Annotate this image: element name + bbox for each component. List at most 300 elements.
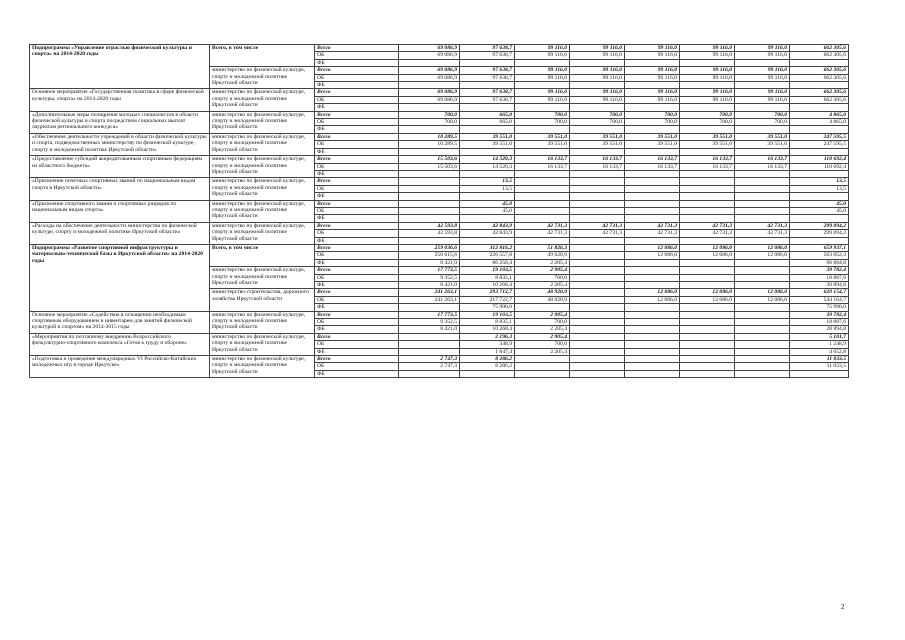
source-cell: ОБ	[315, 119, 399, 126]
value-cell	[570, 59, 625, 66]
value-cell: 99 116,0	[680, 96, 735, 103]
value-cell	[515, 363, 570, 370]
value-cell	[735, 259, 790, 266]
executor-cell: министерство по физической культуре, спорту и молодежной политике Иркутской области	[210, 111, 315, 133]
source-cell: Всего	[315, 156, 399, 163]
value-cell: 99 116,0	[680, 74, 735, 81]
source-cell: ФБ	[315, 126, 399, 133]
program-name-cell: «Присвоение почетных спортивных званий по национальным видам спорта в Иркутской области»	[30, 178, 210, 200]
value-cell: 48 920,9	[515, 289, 570, 296]
total-value-cell: 662 305,6	[790, 52, 849, 59]
value-cell	[399, 104, 460, 111]
value-cell: 45,0	[460, 200, 515, 207]
value-cell	[399, 304, 460, 311]
value-cell	[515, 193, 570, 200]
value-cell	[680, 237, 735, 244]
table-row	[30, 45, 849, 52]
source-cell: Всего	[315, 178, 399, 185]
table-row	[30, 133, 849, 140]
value-cell: 97 638,7	[460, 89, 515, 96]
value-cell	[570, 348, 625, 355]
value-cell	[625, 207, 680, 214]
value-cell	[735, 333, 790, 340]
value-cell: 39 551,0	[570, 141, 625, 148]
value-cell	[625, 311, 680, 318]
value-cell	[680, 59, 735, 66]
table-row	[30, 156, 849, 163]
value-cell: 99 116,0	[680, 45, 735, 52]
value-cell: 42 593,8	[399, 230, 460, 237]
value-cell: 665,0	[460, 111, 515, 118]
value-cell: 16 133,7	[515, 156, 570, 163]
budget-table-body	[30, 45, 849, 378]
value-cell	[460, 170, 515, 177]
value-cell	[625, 215, 680, 222]
value-cell: 48 920,9	[515, 296, 570, 303]
value-cell: 12 086,0	[735, 296, 790, 303]
executor-cell: министерство по физической культуре, спорту и молодежной политике Иркутской области	[210, 311, 315, 333]
value-cell	[515, 170, 570, 177]
total-value-cell: 110 692,4	[790, 156, 849, 163]
value-cell: 42 731,3	[680, 222, 735, 229]
value-cell	[570, 289, 625, 296]
value-cell: 2 747,3	[399, 363, 460, 370]
value-cell: 39 551,0	[515, 141, 570, 148]
value-cell: 12 086,0	[625, 296, 680, 303]
value-cell	[515, 356, 570, 363]
table-row	[30, 178, 849, 185]
value-cell	[680, 267, 735, 274]
value-cell: 39 551,0	[460, 133, 515, 140]
value-cell	[570, 82, 625, 89]
value-cell	[735, 267, 790, 274]
value-cell	[460, 82, 515, 89]
value-cell: 13,5	[460, 185, 515, 192]
value-cell: 97 638,7	[460, 74, 515, 81]
value-cell: 69 086,9	[399, 52, 460, 59]
table-row	[30, 89, 849, 96]
value-cell	[570, 341, 625, 348]
value-cell	[625, 237, 680, 244]
value-cell: 10 268,4	[460, 282, 515, 289]
value-cell	[625, 148, 680, 155]
value-cell: 99 116,0	[680, 52, 735, 59]
value-cell	[680, 104, 735, 111]
value-cell	[570, 207, 625, 214]
total-value-cell	[790, 215, 849, 222]
value-cell	[680, 193, 735, 200]
value-cell: 9 352,5	[399, 319, 460, 326]
value-cell	[735, 363, 790, 370]
value-cell: 99 116,0	[515, 67, 570, 74]
value-cell: 69 086,9	[399, 96, 460, 103]
value-cell: 348,9	[460, 341, 515, 348]
table-row	[30, 222, 849, 229]
total-value-cell: 20 894,8	[790, 326, 849, 333]
total-value-cell	[790, 370, 849, 377]
value-cell	[735, 370, 790, 377]
value-cell	[625, 170, 680, 177]
value-cell: 12 086,0	[625, 252, 680, 259]
value-cell	[680, 259, 735, 266]
total-value-cell: 13,5	[790, 178, 849, 185]
value-cell	[625, 193, 680, 200]
value-cell	[460, 59, 515, 66]
total-value-cell: 620 154,7	[790, 289, 849, 296]
program-name-cell: «Обеспечение деятельности учреждений в области физической культуры и спорта, подведомственных министерству по физической культуре, спорту и молодежной политике Иркутской области»	[30, 133, 210, 155]
value-cell	[570, 326, 625, 333]
total-value-cell: 11 033,5	[790, 363, 849, 370]
value-cell: 700,0	[399, 119, 460, 126]
value-cell	[680, 356, 735, 363]
value-cell	[625, 333, 680, 340]
value-cell	[515, 104, 570, 111]
value-cell	[399, 237, 460, 244]
value-cell	[735, 356, 790, 363]
value-cell	[399, 185, 460, 192]
value-cell	[625, 178, 680, 185]
source-cell: ОБ	[315, 141, 399, 148]
value-cell	[735, 282, 790, 289]
source-cell: ОБ	[315, 74, 399, 81]
source-cell: ОБ	[315, 96, 399, 103]
value-cell: 14 520,3	[460, 163, 515, 170]
program-name-cell: Основное мероприятие «Содействие в оснащении необходимым спортивным оборудованием и инвентарем для занятий физической культурой и спортом» на 2014-2015 годы	[30, 311, 210, 333]
executor-cell: министерство по физической культуре, спорту и молодежной политике Иркутской области	[210, 267, 315, 289]
value-cell	[460, 126, 515, 133]
value-cell: 99 116,0	[515, 89, 570, 96]
value-cell	[515, 215, 570, 222]
value-cell	[735, 319, 790, 326]
value-cell: 700,0	[625, 119, 680, 126]
value-cell	[570, 274, 625, 281]
source-cell: Всего	[315, 67, 399, 74]
value-cell	[735, 311, 790, 318]
value-cell	[399, 59, 460, 66]
value-cell	[735, 348, 790, 355]
value-cell: 2 905,4	[515, 311, 570, 318]
total-value-cell: 299 094,2	[790, 230, 849, 237]
executor-cell: министерство по физической культуре, спорту и молодежной политике Иркутской области	[210, 200, 315, 222]
source-cell: ОБ	[315, 207, 399, 214]
value-cell	[735, 200, 790, 207]
program-name-cell: «Дополнительные меры поощрения молодых специалистов в области физической культуры и спорта посредством социальных выплат лауреатам регионального конкурса»	[30, 111, 210, 133]
value-cell: 312 816,2	[460, 244, 515, 251]
source-cell: ФБ	[315, 326, 399, 333]
value-cell: 99 116,0	[570, 52, 625, 59]
value-cell	[625, 319, 680, 326]
source-cell: ФБ	[315, 193, 399, 200]
executor-cell: министерство по физической культуре, спорту и молодежной политике Иркутской области	[210, 178, 315, 200]
table-row	[30, 356, 849, 363]
total-value-cell: 39 782,4	[790, 267, 849, 274]
total-value-cell: 659 937,1	[790, 244, 849, 251]
value-cell	[399, 200, 460, 207]
page-number: 2	[841, 603, 845, 611]
value-cell	[680, 274, 735, 281]
value-cell	[625, 348, 680, 355]
value-cell	[515, 148, 570, 155]
source-cell: ОБ	[315, 52, 399, 59]
total-value-cell	[790, 82, 849, 89]
value-cell: 16 133,7	[735, 163, 790, 170]
program-name-cell: Подпрограмма «Развитие спортивной инфраструктуры и материально-технической базы в Иркутской области» на 2014-2020 годы	[30, 244, 210, 311]
source-cell: ФБ	[315, 370, 399, 377]
value-cell: 42 843,9	[460, 230, 515, 237]
total-value-cell: 662 305,6	[790, 96, 849, 103]
value-cell: 217 722,7	[460, 296, 515, 303]
value-cell: 42 731,3	[680, 230, 735, 237]
value-cell	[570, 333, 625, 340]
value-cell: 19 103,5	[460, 311, 515, 318]
value-cell: 42 731,3	[625, 222, 680, 229]
value-cell	[735, 59, 790, 66]
table-row	[30, 200, 849, 207]
executor-cell: министерство по физической культуре, спорту и молодежной политике Иркутской области	[210, 67, 315, 89]
total-value-cell: 75 990,0	[790, 304, 849, 311]
value-cell	[570, 319, 625, 326]
value-cell: 700,0	[515, 274, 570, 281]
value-cell	[680, 304, 735, 311]
value-cell	[625, 363, 680, 370]
program-name-cell: «Подготовка и проведение международных VI Российско-Китайских молодежных игр в городе Иркутске»	[30, 356, 210, 378]
value-cell: 700,0	[515, 341, 570, 348]
value-cell	[735, 178, 790, 185]
value-cell: 99 116,0	[625, 45, 680, 52]
value-cell	[570, 304, 625, 311]
value-cell: 42 731,3	[515, 222, 570, 229]
value-cell	[570, 244, 625, 251]
value-cell: 97 638,7	[460, 45, 515, 52]
value-cell: 69 086,9	[399, 45, 460, 52]
value-cell: 12 086,0	[680, 296, 735, 303]
value-cell	[515, 185, 570, 192]
value-cell	[680, 207, 735, 214]
value-cell	[735, 82, 790, 89]
value-cell: 42 731,3	[625, 230, 680, 237]
value-cell	[515, 370, 570, 377]
value-cell: 86 258,4	[460, 259, 515, 266]
value-cell: 16 133,7	[625, 163, 680, 170]
program-name-cell: «Мероприятия по поэтапному внедрению Всероссийского физкультурно-спортивного комплекса «Готов к труду и обороне»	[30, 333, 210, 355]
value-cell: 69 086,9	[399, 67, 460, 74]
value-cell: 241 263,1	[399, 296, 460, 303]
budget-table	[29, 44, 849, 378]
value-cell: 12 086,0	[735, 252, 790, 259]
value-cell: 8 835,1	[460, 319, 515, 326]
value-cell	[625, 259, 680, 266]
total-value-cell: 20 894,8	[790, 282, 849, 289]
value-cell	[680, 126, 735, 133]
value-cell	[680, 170, 735, 177]
value-cell	[680, 341, 735, 348]
value-cell	[735, 237, 790, 244]
value-cell: 99 116,0	[735, 52, 790, 59]
source-cell: Всего	[315, 244, 399, 251]
value-cell	[570, 259, 625, 266]
total-value-cell: 39 782,4	[790, 311, 849, 318]
value-cell: 2 205,4	[515, 282, 570, 289]
value-cell	[399, 207, 460, 214]
value-cell: 69 086,9	[399, 74, 460, 81]
value-cell	[625, 326, 680, 333]
value-cell	[680, 333, 735, 340]
value-cell	[460, 104, 515, 111]
executor-cell: Всего, в том числе	[210, 45, 315, 67]
value-cell	[735, 341, 790, 348]
value-cell	[515, 304, 570, 311]
value-cell	[625, 82, 680, 89]
value-cell: 226 557,8	[460, 252, 515, 259]
value-cell: 42 731,3	[570, 230, 625, 237]
value-cell	[570, 237, 625, 244]
value-cell	[625, 282, 680, 289]
total-value-cell: 96 884,8	[790, 259, 849, 266]
value-cell: 42 731,3	[735, 230, 790, 237]
source-cell: ФБ	[315, 259, 399, 266]
value-cell: 700,0	[515, 319, 570, 326]
value-cell: 99 116,0	[735, 67, 790, 74]
value-cell	[625, 304, 680, 311]
value-cell	[735, 326, 790, 333]
source-cell: Всего	[315, 200, 399, 207]
source-cell: ФБ	[315, 282, 399, 289]
source-cell: ОБ	[315, 252, 399, 259]
source-cell: ОБ	[315, 319, 399, 326]
value-cell	[680, 82, 735, 89]
value-cell: 39 551,0	[735, 133, 790, 140]
value-cell: 99 116,0	[570, 45, 625, 52]
source-cell: Всего	[315, 267, 399, 274]
executor-cell: министерство строительства, дорожного хозяйства Иркутской области	[210, 289, 315, 311]
value-cell: 8 286,2	[460, 363, 515, 370]
value-cell	[399, 148, 460, 155]
value-cell	[570, 170, 625, 177]
value-cell	[735, 148, 790, 155]
total-value-cell: 662 305,6	[790, 74, 849, 81]
value-cell: 241 263,1	[399, 289, 460, 296]
table-row	[30, 244, 849, 251]
total-value-cell: 544 164,7	[790, 296, 849, 303]
value-cell: 12 086,0	[735, 244, 790, 251]
source-cell: ОБ	[315, 185, 399, 192]
value-cell: 45,0	[460, 207, 515, 214]
value-cell: 700,0	[680, 111, 735, 118]
value-cell	[735, 193, 790, 200]
value-cell	[625, 267, 680, 274]
value-cell	[570, 370, 625, 377]
executor-cell: министерство по физической культуре, спорту и молодежной политике Иркутской области	[210, 356, 315, 378]
value-cell	[680, 178, 735, 185]
value-cell	[570, 363, 625, 370]
value-cell: 700,0	[399, 111, 460, 118]
value-cell	[735, 274, 790, 281]
total-value-cell: 662 305,6	[790, 89, 849, 96]
value-cell: 700,0	[680, 119, 735, 126]
value-cell: 39 551,0	[570, 133, 625, 140]
value-cell	[570, 104, 625, 111]
value-cell	[570, 126, 625, 133]
value-cell: 12 086,0	[680, 252, 735, 259]
value-cell: 99 116,0	[625, 52, 680, 59]
total-value-cell: 18 887,6	[790, 319, 849, 326]
value-cell	[680, 185, 735, 192]
total-value-cell: 45,0	[790, 200, 849, 207]
value-cell	[680, 215, 735, 222]
source-cell: ФБ	[315, 59, 399, 66]
program-name-cell: Основное мероприятие «Государственная политика в сфере физической культуры, спорта» на 2014-2020 годы	[30, 89, 210, 111]
source-cell: Всего	[315, 289, 399, 296]
source-cell: ФБ	[315, 170, 399, 177]
value-cell	[735, 207, 790, 214]
value-cell: 13,5	[460, 178, 515, 185]
total-value-cell	[790, 104, 849, 111]
value-cell	[625, 185, 680, 192]
source-cell: Всего	[315, 222, 399, 229]
value-cell: 15 503,6	[399, 156, 460, 163]
value-cell: 39 551,0	[515, 133, 570, 140]
value-cell: 99 116,0	[735, 89, 790, 96]
value-cell: 97 638,7	[460, 96, 515, 103]
value-cell	[735, 215, 790, 222]
value-cell: 2 905,4	[515, 333, 570, 340]
value-cell	[680, 326, 735, 333]
value-cell: 700,0	[570, 111, 625, 118]
value-cell: 69 086,9	[399, 89, 460, 96]
total-value-cell: 110 692,4	[790, 163, 849, 170]
total-value-cell	[790, 170, 849, 177]
value-cell	[680, 348, 735, 355]
total-value-cell: 18 887,6	[790, 274, 849, 281]
total-value-cell: 247 595,5	[790, 133, 849, 140]
source-cell: ФБ	[315, 348, 399, 355]
value-cell: 700,0	[515, 111, 570, 118]
total-value-cell: 662 305,6	[790, 45, 849, 52]
value-cell	[680, 148, 735, 155]
value-cell: 10 268,4	[460, 326, 515, 333]
value-cell: 99 116,0	[515, 96, 570, 103]
value-cell	[625, 200, 680, 207]
value-cell	[515, 82, 570, 89]
value-cell: 51 826,3	[515, 244, 570, 251]
value-cell	[399, 126, 460, 133]
source-cell: ОБ	[315, 274, 399, 281]
value-cell: 2 205,4	[515, 259, 570, 266]
source-cell: Всего	[315, 45, 399, 52]
value-cell	[460, 193, 515, 200]
executor-cell: министерство по физической культуре, спорту и молодежной политике Иркутской области	[210, 133, 315, 155]
value-cell: 99 116,0	[515, 45, 570, 52]
value-cell: 39 551,0	[735, 141, 790, 148]
value-cell: 700,0	[570, 119, 625, 126]
value-cell	[735, 104, 790, 111]
value-cell: 99 116,0	[570, 96, 625, 103]
executor-cell: министерство по физической культуре, спорту и молодежной политике Иркутской области	[210, 156, 315, 178]
value-cell: 39 551,0	[460, 141, 515, 148]
total-value-cell: 5 101,7	[790, 333, 849, 340]
table-row	[30, 311, 849, 318]
value-cell: 1 847,4	[460, 348, 515, 355]
value-cell: 8 286,2	[460, 356, 515, 363]
value-cell	[570, 178, 625, 185]
source-cell: ОБ	[315, 341, 399, 348]
value-cell: 99 116,0	[515, 74, 570, 81]
total-value-cell: 1 248,9	[790, 341, 849, 348]
value-cell: 42 731,3	[515, 230, 570, 237]
source-cell: ФБ	[315, 215, 399, 222]
value-cell	[680, 370, 735, 377]
value-cell	[399, 82, 460, 89]
